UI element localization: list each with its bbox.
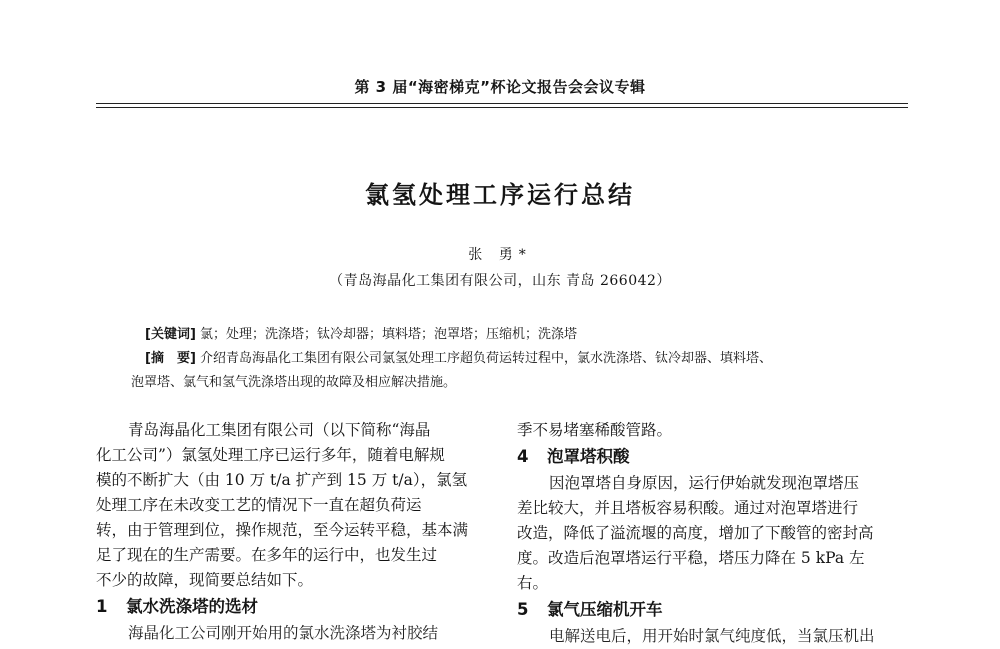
body-text-line: 右。 — [517, 574, 549, 592]
abstract-text-line-2: 泡罩塔、氯气和氢气洗涤塔出现的故障及相应解决措施。 — [131, 375, 457, 390]
header-rule-thick — [96, 103, 908, 104]
body-text-line: 度。改造后泡罩塔运行平稳，塔压力降在 5 kPa 左 — [517, 549, 865, 567]
section-title: 氯气压缩机开车 — [547, 600, 663, 619]
section-heading-4 — [517, 443, 915, 471]
header-rule-thin — [96, 107, 908, 108]
abstract — [145, 347, 772, 366]
section-number: 5 — [517, 600, 529, 619]
body-text-line: 青岛海晶化工集团有限公司（以下简称“海晶 — [128, 421, 431, 439]
author-affiliation: （青岛海晶化工集团有限公司，山东 青岛 266042） — [329, 273, 671, 289]
body-text-line: 季不易堵塞稀酸管路。 — [517, 421, 673, 439]
abstract-label: [摘 要] — [145, 351, 196, 366]
body-text-line: 差比较大，并且塔板容易积酸。通过对泡罩塔进行 — [517, 499, 859, 517]
body-text-line: 转，由于管理到位，操作规范，至今运转平稳，基本满 — [96, 521, 469, 539]
keywords-text: 氯；处理；洗涤塔；钛冷却器；填料塔；泡罩塔；压缩机；洗涤塔 — [200, 327, 578, 342]
body-text-line: 海晶化工公司刚开始用的氯水洗涤塔为衬胶结 — [128, 624, 439, 642]
section-title: 泡罩塔积酸 — [547, 447, 630, 466]
body-left-column — [96, 418, 494, 646]
body-text-line: 模的不断扩大（由 10 万 t/a 扩产到 15 万 t/a），氯氢 — [96, 471, 468, 489]
body-text-line: 处理工序在未改变工艺的情况下一直在超负荷运 — [96, 496, 422, 514]
section-title: 氯水洗涤塔的选材 — [126, 597, 258, 616]
section-heading-1 — [96, 593, 494, 621]
body-text-line: 电解送电后，用开始时氯气纯度低，当氯压机出 — [549, 627, 875, 645]
author-name: 张 勇* — [468, 247, 532, 263]
section-number: 4 — [517, 447, 529, 466]
body-text-line: 化工公司”）氯氢处理工序已运行多年，随着电解规 — [96, 446, 445, 464]
section-heading-5 — [517, 596, 915, 624]
body-text-line: 足了现在的生产需要。在多年的运行中，也发生过 — [96, 546, 438, 564]
body-text-line: 改造，降低了溢流堰的高度，增加了下酸管的密封高 — [517, 524, 874, 542]
article-title: 氯氢处理工序运行总结 — [365, 181, 635, 209]
keywords-label: [关键词] — [145, 327, 196, 342]
abstract-text-line-1: 介绍青岛海晶化工集团有限公司氯氢处理工序超负荷运转过程中，氯水洗涤塔、钛冷却器、填料塔、 — [200, 351, 773, 366]
body-text-line: 不少的故障，现简要总结如下。 — [96, 571, 314, 589]
body-text-line: 因泡罩塔自身原因，运行伊始就发现泡罩塔压 — [549, 474, 860, 492]
running-head: 第 3 届“海密梯克”杯论文报告会会议专辑 — [354, 78, 646, 96]
section-number: 1 — [96, 597, 108, 616]
body-right-column — [517, 418, 915, 649]
keywords — [145, 323, 577, 342]
